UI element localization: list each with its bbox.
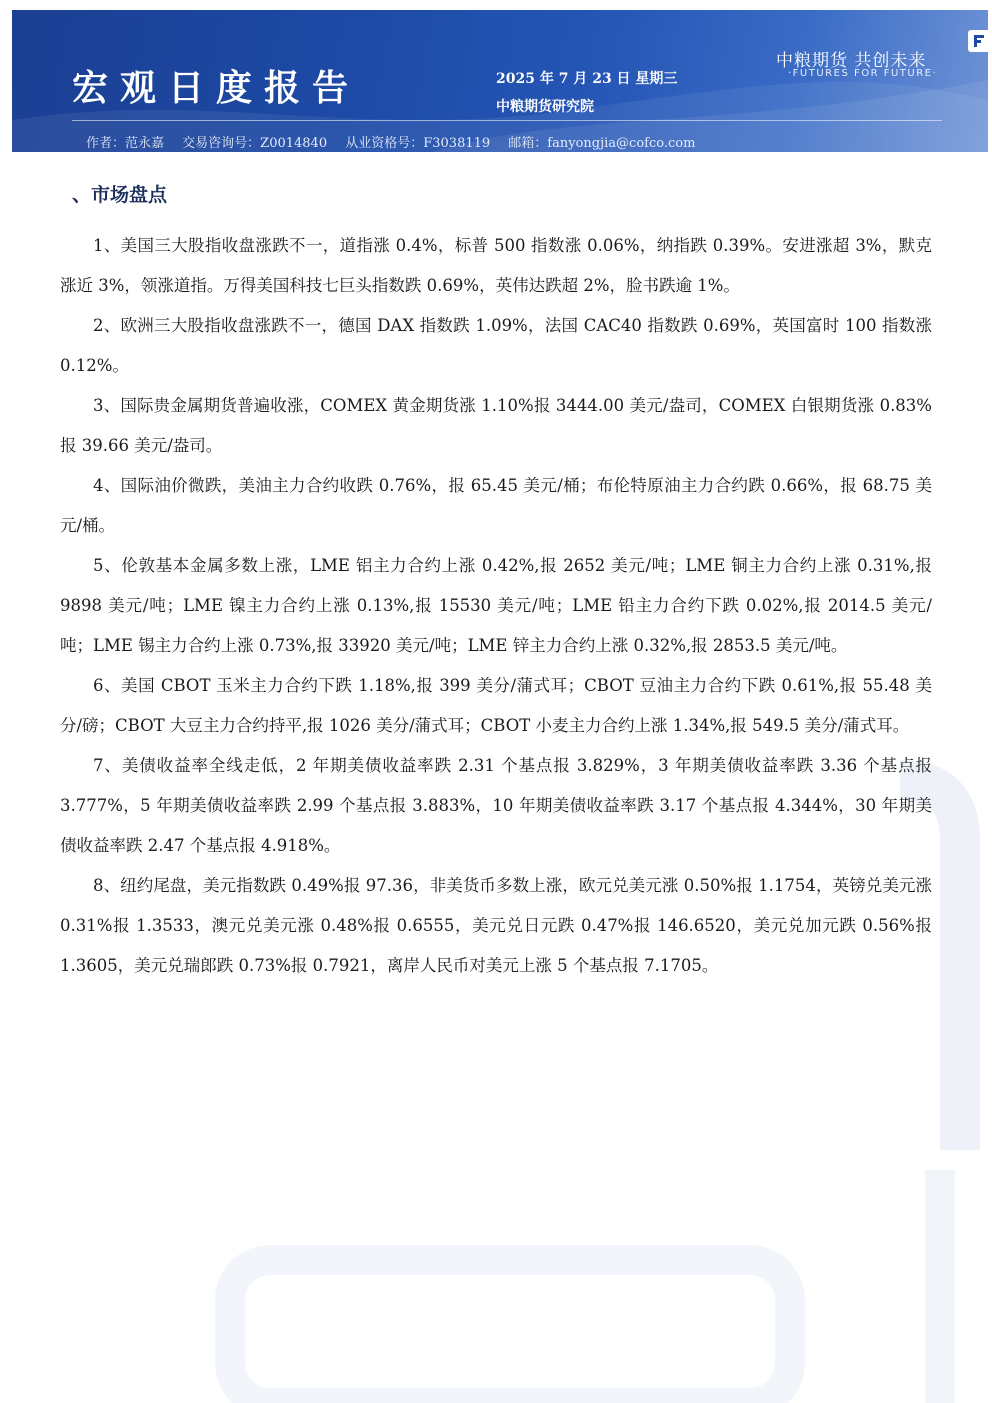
- paragraph-2: 2、欧洲三大股指收盘涨跌不一，德国 DAX 指数跌 1.09%，法国 CAC40 指数跌 0.69%，英国富时 100 指数涨 0.12%。: [60, 316, 932, 375]
- report-institute: 中粮期货研究院: [496, 99, 594, 115]
- author-email[interactable]: 邮箱：fanyongjia@cofco.com: [508, 136, 696, 151]
- report-title: 宏观日度报告: [72, 67, 361, 109]
- header-divider: [72, 120, 942, 121]
- section-heading: 、市场盘点: [72, 184, 168, 206]
- brand-name: 中粮期货 共创未来: [776, 51, 927, 71]
- paragraph-8: 8、纽约尾盘，美元指数跌 0.49%报 97.36，非美货币多数上涨，欧元兑美元涨 0.50%报 1.1754，英镑兑美元涨 0.31%报 1.3533，澳元兑美元涨 0.48%报 0.6555，美元兑日元跌 0.47%报 146.6520，美元兑加元跌 0.56%报 1.3605，美元兑瑞郎跌 0.73%报 0.7921，离岸人民币对美元上涨 5 个基点报 7.1705。: [60, 876, 932, 975]
- report-date: 2025 年 7 月 23 日 星期三: [496, 71, 678, 87]
- paragraph-5: 5、伦敦基本金属多数上涨，LME 铝主力合约上涨 0.42%,报 2652 美元/吨；LME 铜主力合约上涨 0.31%,报 9898 美元/吨；LME 镍主力合约上涨 0.13%,报 15530 美元/吨；LME 铅主力合约下跌 0.02%,报 2014.5 美元/吨；LME 锡主力合约上涨 0.73%,报 33920 美元/吨；LME 锌主力合约上涨 0.32%,报 2853.5 美元/吨。: [60, 556, 932, 655]
- report-body: [60, 226, 932, 986]
- paragraph-1: 1、美国三大股指收盘涨跌不一，道指涨 0.4%，标普 500 指数涨 0.06%，纳指跌 0.39%。安进涨超 3%，默克涨近 3%，领涨道指。万得美国科技七巨头指数跌 0.69%，英伟达跌超 2%，脸书跌逾 1%。: [60, 236, 932, 295]
- company-logo-icon: [968, 30, 988, 52]
- author-info: [86, 132, 709, 151]
- paragraph-3: 3、国际贵金属期货普遍收涨，COMEX 黄金期货涨 1.10%报 3444.00 美元/盎司，COMEX 白银期货涨 0.83%报 39.66 美元/盎司。: [60, 396, 932, 455]
- report-banner: [12, 10, 988, 152]
- paragraph-4: 4、国际油价微跌，美油主力合约收跌 0.76%，报 65.45 美元/桶；布伦特原油主力合约跌 0.66%，报 68.75 美元/桶。: [60, 476, 932, 535]
- consult-number: 交易咨询号：Z0014840: [182, 136, 328, 151]
- paragraph-7: 7、美债收益率全线走低，2 年期美债收益率跌 2.31 个基点报 3.829%，3 年期美债收益率跌 3.36 个基点报 3.777%，5 年期美债收益率跌 2.99 个基点报 3.883%，10 年期美债收益率跌 3.17 个基点报 4.344%，30 年期美债收益率跌 2.47 个基点报 4.918%。: [60, 756, 932, 855]
- author-name: 作者：范永嘉: [86, 136, 165, 151]
- license-number: 从业资格号：F3038119: [345, 136, 491, 151]
- brand-tagline: ·FUTURES FOR FUTURE·: [788, 68, 938, 79]
- paragraph-6: 6、美国 CBOT 玉米主力合约下跌 1.18%,报 399 美分/蒲式耳；CBOT 豆油主力合约下跌 0.61%,报 55.48 美分/磅；CBOT 大豆主力合约持平,报 1026 美分/蒲式耳；CBOT 小麦主力合约上涨 1.34%,报 549.5 美分/蒲式耳。: [60, 676, 932, 735]
